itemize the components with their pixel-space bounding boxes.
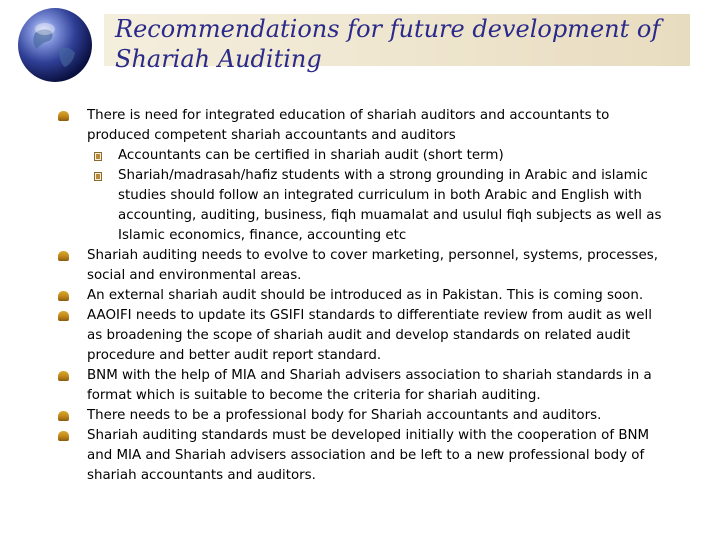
bullet-item	[50, 306, 662, 366]
square-bullet-icon	[58, 371, 69, 381]
bullet-text: There needs to be a professional body for Shariah accountants and auditors.	[87, 408, 602, 423]
bullet-text: Shariah auditing standards must be developed initially with the cooperation of BNM and MIA and Shariah advisers association and be left to a new professional body of shariah accountants and auditors.	[87, 428, 650, 483]
square-bullet-icon	[58, 291, 69, 301]
sub-bullet-text: Shariah/madrasah/hafiz students with a strong grounding in Arabic and islamic studies should follow an integrated curriculum in both Arabic and English with accounting, auditing, business, fiqh muamalat and usulul fiqh subjects as well as Islamic economics, finance, accounting etc	[118, 168, 662, 243]
bullet-item	[50, 406, 662, 426]
slide-content	[50, 106, 662, 486]
sub-bullet-item	[50, 166, 662, 246]
square-bullet-icon	[58, 411, 69, 421]
bullet-text: Shariah auditing needs to evolve to cover marketing, personnel, systems, processes, social and environmental areas.	[87, 248, 658, 283]
bullet-text: An external shariah audit should be introduced as in Pakistan. This is coming soon.	[87, 288, 644, 303]
bullet-text: BNM with the help of MIA and Shariah advisers association to shariah standards in a format which is suitable to become the criteria for shariah auditing.	[87, 368, 652, 403]
bullet-item	[50, 246, 662, 286]
bullet-text: There is need for integrated education of shariah auditors and accountants to produced competent shariah accountants and auditors	[87, 108, 610, 143]
bullet-list	[50, 106, 662, 486]
slide-title: Recommendations for future development of Shariah Auditing	[115, 15, 661, 73]
bullet-item	[50, 106, 662, 146]
small-square-bullet-icon	[94, 152, 102, 161]
square-bullet-icon	[58, 311, 69, 321]
bullet-item	[50, 426, 662, 486]
bullet-item	[50, 366, 662, 406]
sub-bullet-text: Accountants can be certified in shariah audit (short term)	[118, 148, 504, 163]
square-bullet-icon	[58, 251, 69, 261]
square-bullet-icon	[58, 111, 69, 121]
small-square-bullet-icon	[94, 172, 102, 181]
bullet-item	[50, 286, 662, 306]
bullet-text: AAOIFI needs to update its GSIFI standards to differentiate review from audit as well as broadening the scope of shariah audit and develop standards on related audit procedure and better audit report standard.	[87, 308, 652, 363]
sub-bullet-item	[50, 146, 662, 166]
square-bullet-icon	[58, 431, 69, 441]
globe-icon	[15, 5, 95, 85]
